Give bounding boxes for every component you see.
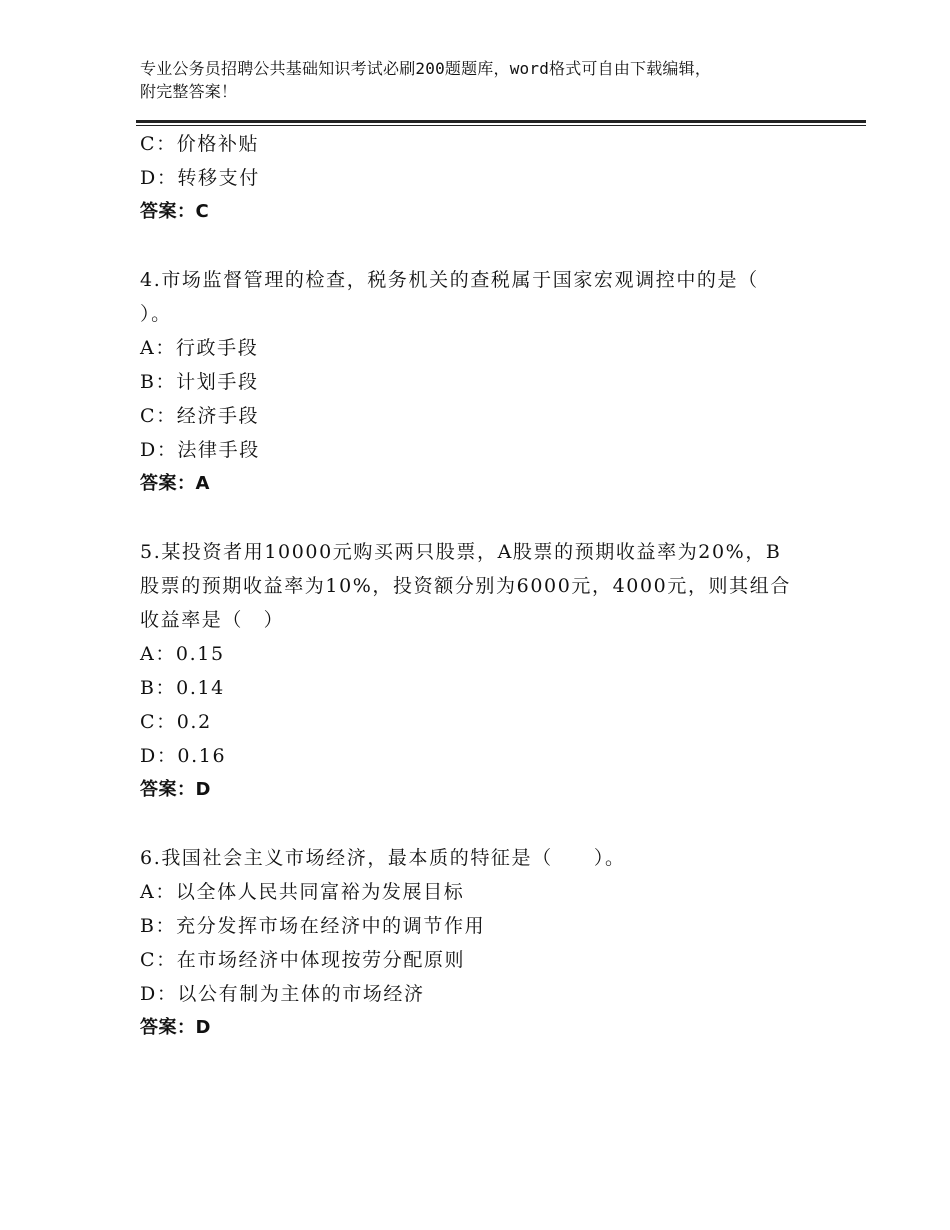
q6-option-d: D：以公有制为主体的市场经济 <box>140 983 425 1005</box>
q3-option-d: D：转移支付 <box>140 167 260 189</box>
question-list <box>140 127 820 1045</box>
q4-option-a: A：行政手段 <box>140 337 259 359</box>
q6-stem-line-1: 6.我国社会主义市场经济，最本质的特征是（ ）。 <box>140 847 626 869</box>
q5-option-c: C：0.2 <box>140 711 212 733</box>
q4-stem-line-1: 4.市场监督管理的检查，税务机关的查税属于国家宏观调控中的是（ <box>140 269 759 291</box>
q4-option-d: D：法律手段 <box>140 439 260 461</box>
page-header <box>140 57 840 103</box>
header-divider <box>136 120 866 126</box>
spacer <box>140 501 820 535</box>
spacer <box>140 229 820 263</box>
q5-option-b: B：0.14 <box>140 677 225 699</box>
q5-stem-line-3: 收益率是（ ） <box>140 609 285 631</box>
q6-option-a: A：以全体人民共同富裕为发展目标 <box>140 881 465 903</box>
q4-stem-line-2: ）。 <box>140 303 172 325</box>
q6-option-b: B：充分发挥市场在经济中的调节作用 <box>140 915 486 937</box>
q5-stem-line-2: 股票的预期收益率为10%，投资额分别为6000元，4000元，则其组合 <box>140 575 791 597</box>
header-title-line-2: 附完整答案！ <box>140 82 238 101</box>
q4-answer: 答案：A <box>140 473 210 494</box>
q6-option-c: C：在市场经济中体现按劳分配原则 <box>140 949 466 971</box>
spacer <box>140 807 820 841</box>
q5-stem-line-1: 5.某投资者用10000元购买两只股票，A股票的预期收益率为20%，B <box>140 541 782 563</box>
q3-option-c: C：价格补贴 <box>140 133 260 155</box>
header-title-line-1: 专业公务员招聘公共基础知识考试必刷200题题库，word格式可自由下载编辑， <box>140 59 712 78</box>
q5-answer: 答案：D <box>140 779 211 800</box>
q4-option-b: B：计划手段 <box>140 371 259 393</box>
q6-answer: 答案：D <box>140 1017 211 1038</box>
q4-option-c: C：经济手段 <box>140 405 260 427</box>
q3-answer: 答案：C <box>140 201 210 222</box>
q5-option-a: A：0.15 <box>140 643 225 665</box>
q5-option-d: D：0.16 <box>140 745 227 767</box>
